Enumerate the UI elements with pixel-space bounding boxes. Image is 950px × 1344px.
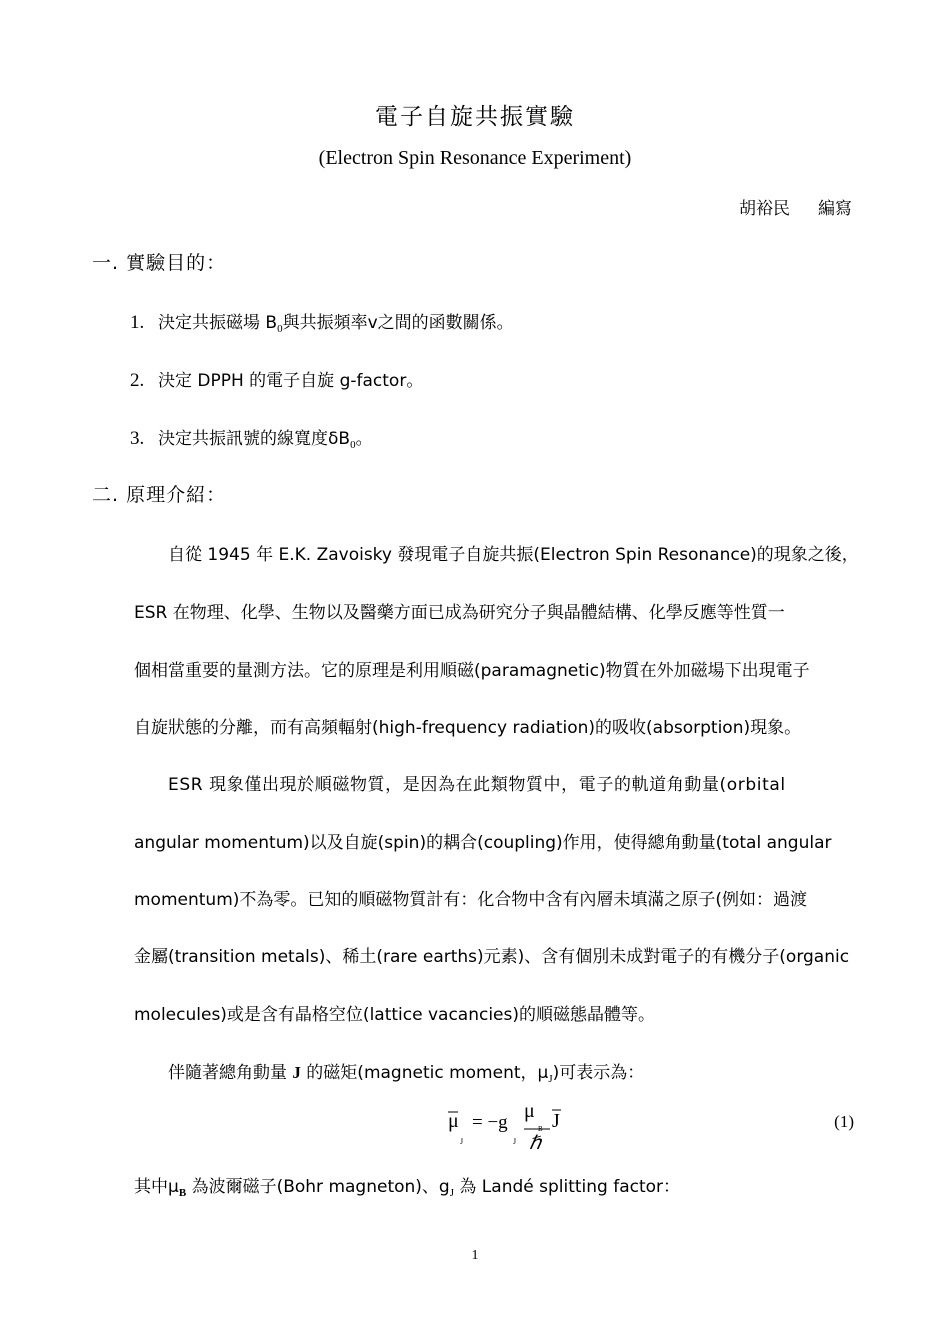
objective-item — [130, 424, 373, 451]
where-line — [134, 1172, 870, 1199]
author-role: 編寫 — [818, 199, 852, 219]
where-subscript-b: B — [178, 1187, 187, 1199]
equation-number: (1) — [834, 1112, 854, 1131]
objective-subscript: 0 — [277, 323, 283, 335]
objective-item — [130, 308, 514, 335]
paragraph-line: ESR 在物理、化學、生物以及醫藥方面已成為研究分子與晶體結構、化學反應等性質一 — [134, 603, 785, 623]
paragraph-line: ESR 現象僅出現於順磁物質，是因為在此類物質中，電子的軌道角動量(orbital — [168, 775, 786, 795]
paragraph-line: angular momentum)以及自旋(spin)的耦合(coupling)作用，使得總角動量(total angular — [134, 833, 832, 853]
page-subtitle: (Electron Spin Resonance Experiment) — [318, 147, 632, 169]
objective-item — [130, 366, 423, 392]
page-number: 1 — [471, 1248, 479, 1263]
objective-text: 決定共振磁場 B — [158, 313, 278, 333]
paragraph-line: 自從 1945 年 E.K. Zavoisky 發現電子自旋共振(Electron Spin Resonance)的現象之後， — [168, 545, 859, 565]
eq-frac-num-sub: B — [538, 1125, 543, 1133]
where-subscript-j: J — [449, 1187, 454, 1199]
section-heading-objectives: 一. 實驗目的： — [92, 252, 227, 274]
moment-bold: J — [292, 1063, 301, 1082]
eq-frac-num: μ — [524, 1100, 535, 1122]
objective-text-end: 。 — [355, 429, 373, 449]
paragraph-line: 金屬(transition metals)、稀土(rare earths)元素)、含有個別未成對電子的有機分子(organic — [134, 947, 850, 967]
author-line — [739, 194, 852, 219]
moment-text-mid: 的磁矩(magnetic moment，μ — [300, 1063, 549, 1083]
page-title: 電子自旋共振實驗 — [375, 104, 575, 130]
objective-number: 2. — [130, 370, 145, 391]
moment-subscript: J — [548, 1073, 553, 1085]
equation-1 — [0, 1100, 950, 1150]
objective-text: 決定共振訊號的線寬度δB — [158, 429, 351, 449]
eq-equals: = −g — [472, 1112, 508, 1133]
moment-text: 伴隨著總角動量 — [168, 1063, 293, 1083]
eq-lhs-sub: J — [460, 1137, 464, 1146]
paragraph-line: 個相當重要的量測方法。它的原理是利用順磁(paramagnetic)物質在外加磁場下出現電子 — [134, 661, 810, 681]
eq-lhs: μ — [448, 1110, 459, 1132]
objective-subscript: 0 — [350, 439, 356, 451]
objective-text: 決定 DPPH 的電子自旋 g-factor。 — [158, 371, 424, 391]
where-text-mid: 為波爾磁子(Bohr magneton)、g — [186, 1177, 450, 1197]
where-text: 其中μ — [134, 1177, 179, 1197]
moment-text-end: )可表示為： — [552, 1063, 645, 1083]
section-heading-principle: 二. 原理介紹： — [92, 484, 227, 506]
paragraph-line: molecules)或是含有晶格空位(lattice vacancies)的順磁態晶體等。 — [134, 1005, 656, 1025]
where-text-end: 為 Landé splitting factor： — [454, 1177, 681, 1197]
objective-number: 1. — [130, 312, 145, 333]
paragraph-line: momentum)不為零。已知的順磁物質計有：化合物中含有內層未填滿之原子(例如：過渡 — [134, 890, 808, 910]
objective-number: 3. — [130, 428, 145, 449]
paragraph-line: 自旋狀態的分離，而有高頻輻射(high-frequency radiation)的吸收(absorption)現象。 — [134, 718, 802, 738]
objective-text-end: 與共振頻率v之間的函數關係。 — [282, 313, 514, 333]
magnetic-moment-line — [168, 1058, 904, 1085]
eq-g-sub: J — [513, 1137, 517, 1146]
eq-frac-den: ℏ — [529, 1133, 542, 1150]
author-name: 胡裕民 — [739, 199, 790, 219]
eq-rhs: J — [552, 1110, 560, 1132]
